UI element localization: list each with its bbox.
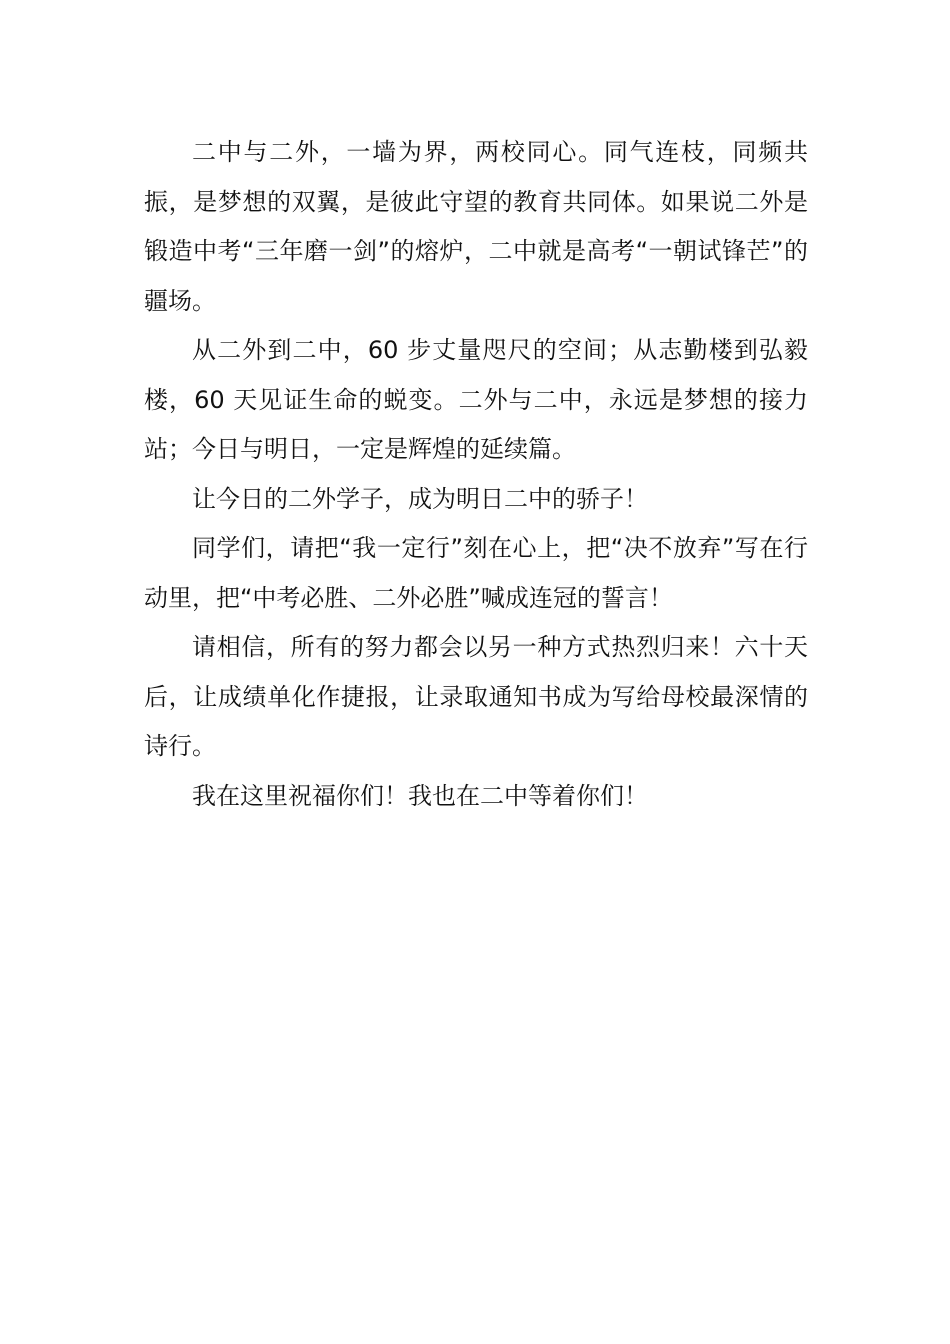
paragraph-3: 让今日的二外学子，成为明日二中的骄子！ — [192, 484, 648, 513]
paragraph-4: 同学们，请把“我一定行”刻在心上，把“决不放弃”写在行动里，把“中考必胜、二外必胜”喊成连冠的誓言！ — [144, 534, 808, 612]
paragraph-5: 请相信，所有的努力都会以另一种方式热烈归来！六十天后，让成绩单化作捷报，让录取通知书成为写给母校最深情的诗行。 — [144, 633, 808, 760]
paragraph-6: 我在这里祝福你们！我也在二中等着你们！ — [192, 781, 648, 810]
paragraph-2: 从二外到二中，60 步丈量咫尺的空间；从志勤楼到弘毅楼，60 天见证生命的蜕变。二外与二中，永远是梦想的接力站；今日与明日，一定是辉煌的延续篇。 — [144, 336, 808, 463]
paragraph-1: 二中与二外，一墙为界，两校同心。同气连枝，同频共振，是梦想的双翼，是彼此守望的教育共同体。如果说二外是锻造中考“三年磨一剑”的熔炉，二中就是高考“一朝试锋芒”的疆场。 — [144, 138, 808, 315]
document-body — [144, 128, 808, 821]
